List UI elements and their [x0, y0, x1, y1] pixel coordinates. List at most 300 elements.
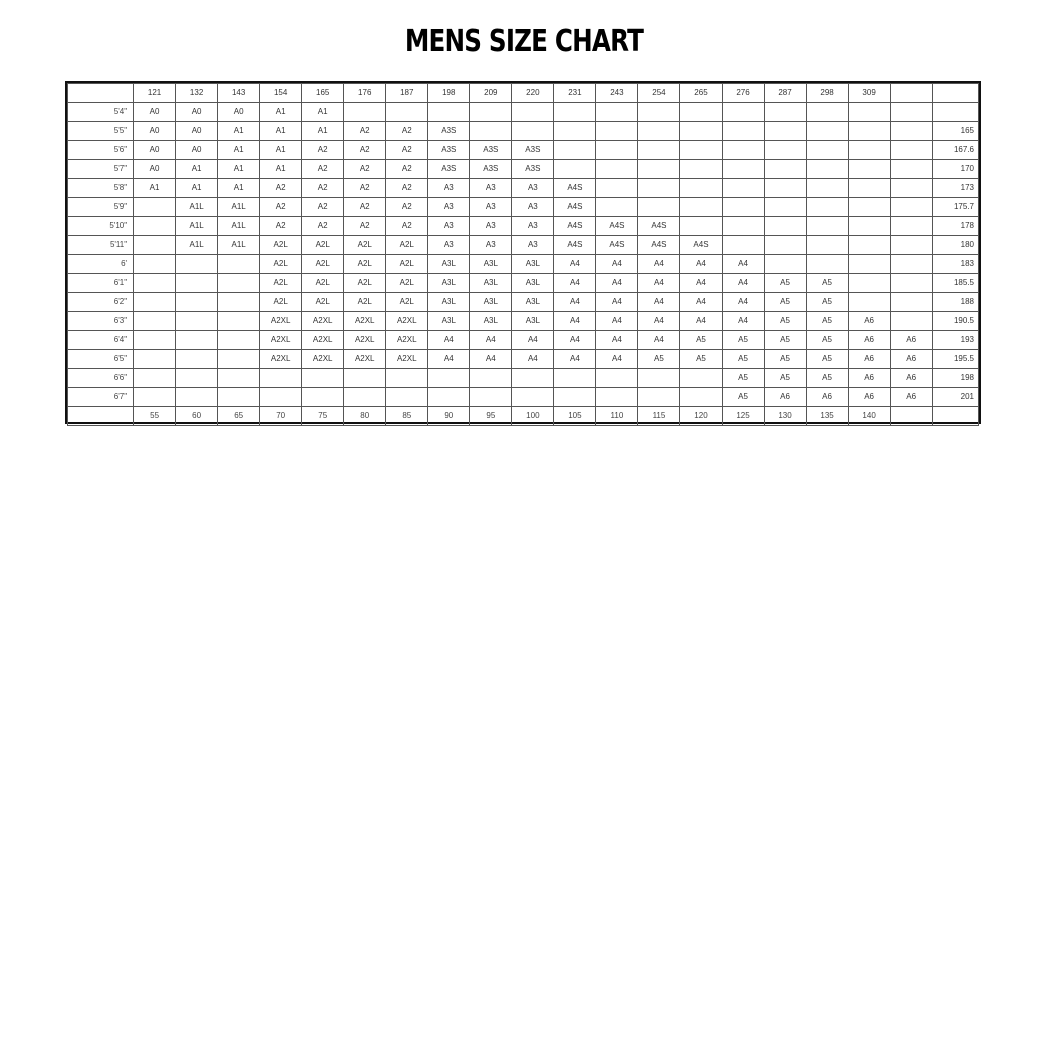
size-cell: [806, 198, 848, 217]
size-cell: [176, 312, 218, 331]
size-cell: A6: [764, 388, 806, 407]
size-cell: A6: [890, 369, 932, 388]
size-cell: [848, 236, 890, 255]
size-cell: [764, 217, 806, 236]
weight-lb-header-cell: 121: [134, 84, 176, 103]
size-cell: A5: [638, 350, 680, 369]
size-cell: A1: [302, 103, 344, 122]
size-cell: [596, 179, 638, 198]
size-cell: [554, 122, 596, 141]
size-cell: A3L: [470, 274, 512, 293]
size-cell: [554, 160, 596, 179]
size-cell: A3L: [470, 255, 512, 274]
size-cell: A2: [302, 179, 344, 198]
size-cell: [890, 103, 932, 122]
size-cell: [680, 198, 722, 217]
size-cell: [848, 179, 890, 198]
size-cell: [302, 388, 344, 407]
size-cell: A2L: [386, 255, 428, 274]
size-cell: [848, 255, 890, 274]
size-cell: A1: [176, 160, 218, 179]
size-cell: [680, 103, 722, 122]
weight-kg-footer-cell: 55: [134, 407, 176, 426]
size-cell: A4: [638, 312, 680, 331]
size-cell: [806, 179, 848, 198]
size-cell: [134, 255, 176, 274]
height-ft-cell: 6': [68, 255, 134, 274]
size-cell: A0: [176, 103, 218, 122]
height-ft-cell: 5'10": [68, 217, 134, 236]
size-cell: [596, 369, 638, 388]
size-cell: [596, 198, 638, 217]
size-cell: [638, 103, 680, 122]
size-cell: A3: [428, 236, 470, 255]
size-cell: A4: [680, 255, 722, 274]
weight-kg-footer-cell: [932, 407, 978, 426]
size-cell: A1: [260, 141, 302, 160]
height-cm-cell: 167.6: [932, 141, 978, 160]
size-cell: [428, 388, 470, 407]
size-cell: [806, 217, 848, 236]
size-cell: A0: [134, 160, 176, 179]
size-cell: A4: [596, 293, 638, 312]
size-cell: [344, 369, 386, 388]
height-ft-cell: 6'5": [68, 350, 134, 369]
size-cell: A3S: [470, 160, 512, 179]
size-cell: [848, 217, 890, 236]
weight-kg-footer-cell: 125: [722, 407, 764, 426]
size-cell: A3: [512, 179, 554, 198]
size-cell: A4: [512, 331, 554, 350]
size-cell: [806, 122, 848, 141]
table-row: [68, 179, 979, 198]
size-cell: [596, 103, 638, 122]
size-cell: A2: [260, 198, 302, 217]
size-cell: [218, 274, 260, 293]
weight-lb-header-cell: 309: [848, 84, 890, 103]
size-cell: A5: [764, 369, 806, 388]
size-cell: A3S: [428, 160, 470, 179]
size-cell: A2L: [386, 293, 428, 312]
size-cell: [722, 198, 764, 217]
height-cm-cell: 193: [932, 331, 978, 350]
size-cell: [680, 122, 722, 141]
table-row: [68, 293, 979, 312]
size-cell: [260, 369, 302, 388]
size-cell: A3: [428, 179, 470, 198]
height-ft-cell: 6'3": [68, 312, 134, 331]
size-cell: A2L: [302, 293, 344, 312]
height-cm-cell: 170: [932, 160, 978, 179]
size-cell: A1: [260, 160, 302, 179]
size-cell: [638, 179, 680, 198]
size-cell: A4: [638, 293, 680, 312]
size-cell: A3L: [470, 312, 512, 331]
size-cell: A0: [134, 122, 176, 141]
size-cell: A3L: [428, 293, 470, 312]
size-cell: A1: [218, 160, 260, 179]
size-cell: A5: [806, 274, 848, 293]
size-cell: [218, 369, 260, 388]
size-cell: [134, 369, 176, 388]
size-cell: A3L: [428, 255, 470, 274]
size-cell: [134, 312, 176, 331]
size-cell: A2XL: [302, 350, 344, 369]
size-cell: [890, 274, 932, 293]
size-cell: [134, 198, 176, 217]
size-cell: A5: [764, 312, 806, 331]
weight-lb-header-cell: 165: [302, 84, 344, 103]
size-cell: A2: [386, 198, 428, 217]
size-cell: [134, 236, 176, 255]
height-cm-cell: 195.5: [932, 350, 978, 369]
size-cell: A4: [554, 255, 596, 274]
table-row: [68, 122, 979, 141]
size-cell: A2XL: [260, 312, 302, 331]
height-ft-cell: 5'9": [68, 198, 134, 217]
size-cell: A1: [260, 122, 302, 141]
weight-lb-header-cell: 154: [260, 84, 302, 103]
size-cell: A3: [512, 217, 554, 236]
weight-kg-footer-cell: 95: [470, 407, 512, 426]
size-cell: [134, 350, 176, 369]
size-cell: A4: [428, 331, 470, 350]
height-cm-cell: 178: [932, 217, 978, 236]
size-cell: A0: [134, 103, 176, 122]
size-cell: A2L: [344, 293, 386, 312]
size-cell: A4S: [554, 179, 596, 198]
size-cell: A5: [806, 350, 848, 369]
weight-kg-footer-cell: [68, 407, 134, 426]
weight-kg-footer-cell: 70: [260, 407, 302, 426]
size-cell: [890, 122, 932, 141]
header-row: [68, 84, 979, 103]
weight-lb-header-cell: [68, 84, 134, 103]
size-cell: A3L: [512, 274, 554, 293]
size-cell: A4: [470, 331, 512, 350]
size-cell: [848, 274, 890, 293]
size-cell: A2: [344, 122, 386, 141]
size-cell: A4S: [554, 236, 596, 255]
size-cell: A2L: [302, 255, 344, 274]
size-cell: A3L: [428, 312, 470, 331]
size-cell: A2XL: [302, 331, 344, 350]
size-cell: [806, 236, 848, 255]
size-cell: [176, 293, 218, 312]
size-cell: A3: [428, 198, 470, 217]
size-cell: [176, 350, 218, 369]
size-cell: A3S: [428, 141, 470, 160]
size-cell: [890, 255, 932, 274]
height-ft-cell: 6'2": [68, 293, 134, 312]
size-cell: A3L: [512, 293, 554, 312]
size-cell: A4: [470, 350, 512, 369]
size-cell: [134, 217, 176, 236]
size-cell: A0: [176, 122, 218, 141]
size-cell: [596, 160, 638, 179]
size-cell: [764, 236, 806, 255]
height-ft-cell: 6'7": [68, 388, 134, 407]
size-cell: A3L: [512, 312, 554, 331]
size-cell: [764, 179, 806, 198]
weight-kg-footer-cell: 85: [386, 407, 428, 426]
size-cell: A5: [806, 293, 848, 312]
size-cell: [680, 388, 722, 407]
size-cell: A6: [848, 350, 890, 369]
size-cell: [848, 160, 890, 179]
table-row: [68, 198, 979, 217]
size-cell: [848, 198, 890, 217]
size-cell: [722, 160, 764, 179]
height-cm-cell: 201: [932, 388, 978, 407]
weight-lb-header-cell: 132: [176, 84, 218, 103]
height-ft-cell: 6'4": [68, 331, 134, 350]
size-cell: A2XL: [260, 331, 302, 350]
height-ft-cell: 5'8": [68, 179, 134, 198]
weight-kg-footer-cell: 120: [680, 407, 722, 426]
weight-lb-header-cell: 220: [512, 84, 554, 103]
height-ft-cell: 5'4": [68, 103, 134, 122]
size-cell: A3: [512, 198, 554, 217]
chart-title: MENS SIZE CHART: [404, 24, 644, 59]
size-cell: A2: [386, 179, 428, 198]
size-cell: [764, 160, 806, 179]
size-cell: [806, 160, 848, 179]
size-cell: A2: [344, 160, 386, 179]
size-cell: [890, 179, 932, 198]
size-cell: A3S: [512, 160, 554, 179]
size-cell: [722, 217, 764, 236]
size-cell: [218, 312, 260, 331]
size-cell: A6: [848, 312, 890, 331]
height-cm-cell: 190.5: [932, 312, 978, 331]
weight-lb-header-cell: 198: [428, 84, 470, 103]
size-cell: [554, 369, 596, 388]
height-cm-cell: 173: [932, 179, 978, 198]
size-cell: [638, 198, 680, 217]
size-cell: A2L: [260, 236, 302, 255]
size-cell: A2: [344, 198, 386, 217]
size-cell: A2XL: [386, 312, 428, 331]
height-cm-cell: 165: [932, 122, 978, 141]
size-cell: A2: [302, 217, 344, 236]
size-cell: A0: [218, 103, 260, 122]
weight-lb-header-cell: 231: [554, 84, 596, 103]
size-cell: A4S: [596, 217, 638, 236]
size-cell: [386, 369, 428, 388]
size-cell: [176, 274, 218, 293]
size-cell: A2XL: [260, 350, 302, 369]
size-cell: [344, 103, 386, 122]
size-cell: [512, 103, 554, 122]
size-cell: [596, 122, 638, 141]
height-ft-cell: 6'1": [68, 274, 134, 293]
size-cell: A6: [848, 369, 890, 388]
size-cell: A4S: [638, 236, 680, 255]
height-ft-cell: 6'6": [68, 369, 134, 388]
size-cell: A1: [260, 103, 302, 122]
table-row: [68, 274, 979, 293]
weight-kg-footer-cell: 60: [176, 407, 218, 426]
size-cell: A3: [470, 217, 512, 236]
table-row: [68, 369, 979, 388]
size-cell: A2L: [260, 274, 302, 293]
weight-kg-footer-cell: 130: [764, 407, 806, 426]
size-cell: A0: [176, 141, 218, 160]
weight-lb-header-cell: [932, 84, 978, 103]
size-cell: A2L: [302, 236, 344, 255]
size-cell: A3L: [470, 293, 512, 312]
size-cell: A4: [638, 274, 680, 293]
size-cell: [470, 369, 512, 388]
size-cell: A4: [554, 274, 596, 293]
size-cell: [386, 103, 428, 122]
size-cell: A6: [848, 388, 890, 407]
size-cell: A3S: [470, 141, 512, 160]
size-cell: A2L: [344, 236, 386, 255]
weight-kg-footer-cell: 115: [638, 407, 680, 426]
size-cell: A5: [722, 369, 764, 388]
size-cell: A5: [680, 331, 722, 350]
size-cell: A4: [638, 331, 680, 350]
size-cell: A2: [386, 217, 428, 236]
size-cell: A3: [470, 236, 512, 255]
weight-lb-header-cell: 265: [680, 84, 722, 103]
table-row: [68, 236, 979, 255]
weight-kg-footer-cell: 140: [848, 407, 890, 426]
size-cell: [890, 236, 932, 255]
weight-lb-header-cell: 254: [638, 84, 680, 103]
table-row: [68, 331, 979, 350]
height-cm-cell: 188: [932, 293, 978, 312]
size-cell: [638, 122, 680, 141]
size-cell: [680, 179, 722, 198]
size-cell: [344, 388, 386, 407]
size-cell: A4: [638, 255, 680, 274]
weight-kg-footer-cell: 110: [596, 407, 638, 426]
size-cell: A4: [428, 350, 470, 369]
size-cell: A4S: [596, 236, 638, 255]
table-row: [68, 350, 979, 369]
height-ft-cell: 5'6": [68, 141, 134, 160]
table-row: [68, 312, 979, 331]
size-cell: [176, 369, 218, 388]
size-cell: [638, 160, 680, 179]
size-cell: A3L: [428, 274, 470, 293]
size-cell: [596, 388, 638, 407]
size-cell: A4: [722, 255, 764, 274]
size-cell: A2: [302, 198, 344, 217]
table-row: [68, 160, 979, 179]
size-cell: A3: [470, 198, 512, 217]
size-cell: [890, 312, 932, 331]
size-cell: A2L: [260, 293, 302, 312]
weight-lb-header-cell: 276: [722, 84, 764, 103]
table-row: [68, 217, 979, 236]
size-cell: [512, 122, 554, 141]
size-cell: [470, 103, 512, 122]
size-cell: A3S: [428, 122, 470, 141]
size-cell: [890, 160, 932, 179]
size-cell: [260, 388, 302, 407]
size-cell: [428, 369, 470, 388]
size-cell: A5: [764, 293, 806, 312]
size-cell: [638, 388, 680, 407]
size-cell: [470, 122, 512, 141]
size-cell: [722, 122, 764, 141]
size-cell: A1L: [218, 198, 260, 217]
size-cell: A4: [680, 312, 722, 331]
size-cell: [722, 103, 764, 122]
size-cell: A6: [890, 388, 932, 407]
size-cell: [764, 103, 806, 122]
size-cell: A3S: [512, 141, 554, 160]
size-cell: [134, 388, 176, 407]
height-cm-cell: [932, 103, 978, 122]
size-cell: [554, 141, 596, 160]
size-cell: A4S: [638, 217, 680, 236]
size-cell: A2: [386, 160, 428, 179]
size-cell: A5: [806, 369, 848, 388]
size-cell: A2L: [344, 255, 386, 274]
size-cell: A1L: [218, 236, 260, 255]
size-cell: A2XL: [344, 350, 386, 369]
size-cell: A4: [596, 350, 638, 369]
height-cm-cell: 183: [932, 255, 978, 274]
size-cell: [176, 388, 218, 407]
size-cell: A4: [596, 331, 638, 350]
height-cm-cell: 185.5: [932, 274, 978, 293]
weight-lb-header-cell: [890, 84, 932, 103]
weight-kg-footer-cell: 75: [302, 407, 344, 426]
size-cell: A2: [260, 179, 302, 198]
size-cell: [680, 141, 722, 160]
weight-kg-footer-cell: [890, 407, 932, 426]
size-cell: A5: [722, 331, 764, 350]
size-cell: A1L: [218, 217, 260, 236]
size-cell: A6: [848, 331, 890, 350]
size-cell: [806, 141, 848, 160]
size-chart-table: [67, 83, 979, 426]
weight-lb-header-cell: 176: [344, 84, 386, 103]
size-cell: [680, 369, 722, 388]
size-cell: [428, 103, 470, 122]
table-row: [68, 388, 979, 407]
size-cell: A4: [722, 274, 764, 293]
size-cell: A2: [302, 141, 344, 160]
size-cell: [890, 141, 932, 160]
size-cell: A3L: [512, 255, 554, 274]
size-cell: A2XL: [344, 331, 386, 350]
size-cell: [596, 141, 638, 160]
size-cell: A1: [302, 122, 344, 141]
weight-kg-footer-cell: 65: [218, 407, 260, 426]
size-cell: A2: [344, 141, 386, 160]
size-cell: [512, 369, 554, 388]
size-cell: A4: [680, 293, 722, 312]
size-cell: A6: [806, 388, 848, 407]
size-cell: [386, 388, 428, 407]
size-cell: A5: [722, 388, 764, 407]
size-cell: A2L: [344, 274, 386, 293]
height-cm-cell: 175.7: [932, 198, 978, 217]
size-cell: [848, 122, 890, 141]
size-cell: A5: [806, 312, 848, 331]
size-cell: A6: [890, 350, 932, 369]
size-cell: A0: [134, 141, 176, 160]
size-cell: [134, 293, 176, 312]
size-cell: A4: [554, 312, 596, 331]
